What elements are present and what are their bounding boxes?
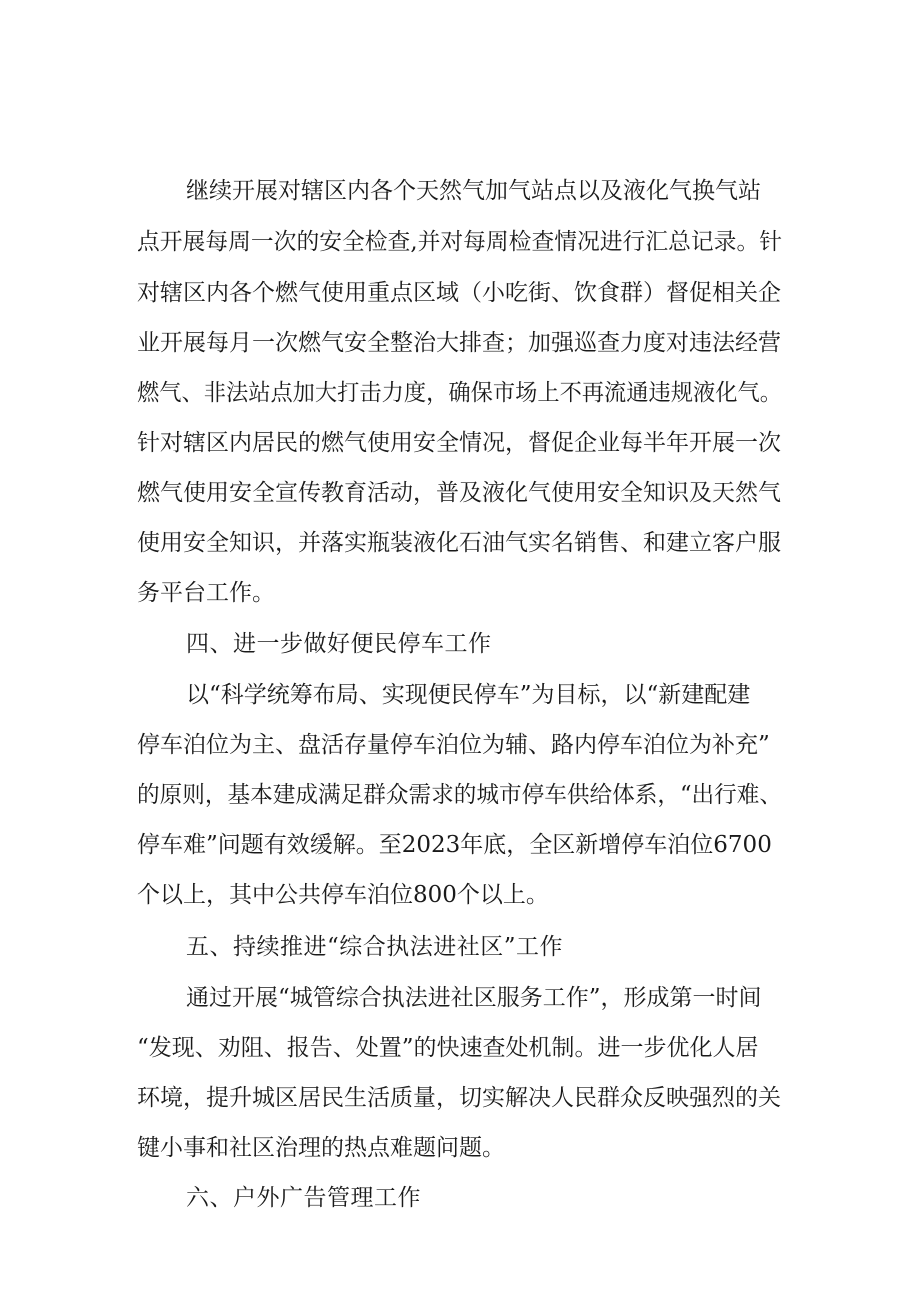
text-line: [0, 423, 920, 463]
line-text: 停车难”问题有效缓解。至2023年底，全区新增停车泊位6700: [137, 832, 772, 858]
text-line: [0, 523, 920, 563]
text-line: [0, 273, 920, 313]
text-line: [0, 473, 920, 513]
text-line: [0, 978, 920, 1018]
text-line: [0, 725, 920, 765]
line-text: 使用安全知识，并落实瓶装液化石油气实名销售、和建立客户服: [137, 530, 781, 556]
heading-text: 五、持续推进“综合执法进社区”工作: [186, 934, 564, 960]
line-text: 燃气使用安全宣传教育活动，普及液化气使用安全知识及天然气: [137, 480, 781, 506]
line-text: 务平台工作。: [137, 580, 275, 606]
text-line: [0, 1078, 920, 1118]
section-heading: [0, 624, 920, 664]
line-text: 继续开展对辖区内各个天然气加气站点以及液化气换气站: [186, 178, 761, 204]
line-text: 的原则，基本建成满足群众需求的城市停车供给体系，“出行难、: [137, 782, 783, 808]
line-text: 通过开展“城管综合执法进社区服务工作”，形成第一时间: [186, 985, 762, 1011]
line-text: 以“科学统筹布局、实现便民停车”为目标，以“新建配建: [186, 682, 751, 708]
text-line: [0, 775, 920, 815]
line-text: 停车泊位为主、盘活存量停车泊位为辅、路内停车泊位为补充”: [137, 732, 770, 758]
line-text: 业开展每月一次燃气安全整治大排查；加强巡查力度对违法经营: [137, 330, 781, 356]
line-text: 点开展每周一次的安全检查,并对每周检查情况进行汇总记录。针: [137, 229, 782, 255]
line-text: 对辖区内各个燃气使用重点区域（小吃街、饮食群）督促相关企: [137, 280, 781, 306]
heading-text: 四、进一步做好便民停车工作: [186, 631, 492, 657]
text-line: [0, 1028, 920, 1068]
text-line: [0, 222, 920, 262]
text-line: [0, 573, 920, 613]
text-line: [0, 373, 920, 413]
text-line: [0, 171, 920, 211]
text-line: [0, 1128, 920, 1168]
heading-text: 六、户外广告管理工作: [186, 1185, 421, 1211]
text-line: [0, 875, 920, 915]
text-line: [0, 825, 920, 865]
line-text: 环境，提升城区居民生活质量，切实解决人民群众反映强烈的关: [137, 1085, 781, 1111]
section-heading: [0, 1178, 920, 1218]
line-text: 键小事和社区治理的热点难题问题。: [137, 1135, 505, 1161]
line-text: 个以上，其中公共停车泊位800个以上。: [137, 882, 549, 908]
line-text: 燃气、非法站点加大打击力度，确保市场上不再流通违规液化气。: [137, 380, 782, 406]
line-text: 针对辖区内居民的燃气使用安全情况，督促企业每半年开展一次: [137, 430, 781, 456]
section-heading: [0, 927, 920, 967]
text-line: [0, 675, 920, 715]
line-text: “发现、劝阻、报告、处置”的快速查处机制。进一步优化人居: [137, 1035, 759, 1061]
text-line: [0, 323, 920, 363]
